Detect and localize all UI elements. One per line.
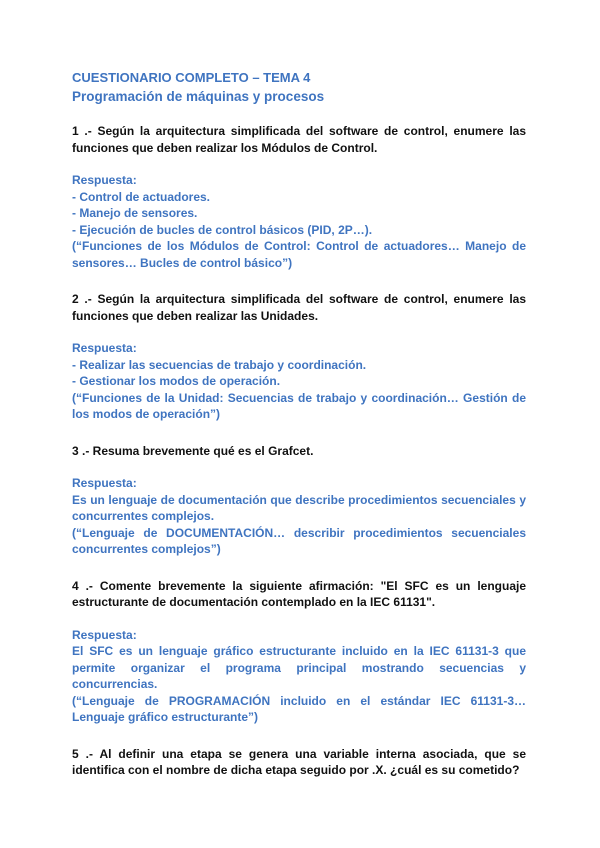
- question-5: 5 .- Al definir una etapa se genera una variable interna asociada, que se identifica con el nombre de dicha etapa seguido por .X. ¿cuál es su cometido?: [72, 746, 526, 777]
- answer-quote: (“Lenguaje de PROGRAMACIÓN incluido en el estándar IEC 61131-3… Lenguaje gráfico estructurante”): [72, 693, 526, 724]
- answer-3: [72, 475, 526, 558]
- answer-line: - Ejecución de bucles de control básicos (PID, 2P…).: [72, 222, 373, 237]
- answer-quote: (“Funciones de la Unidad: Secuencias de trabajo y coordinación… Gestión de los modos de operación”): [72, 390, 526, 421]
- answer-1: [72, 172, 526, 271]
- answer-label: Respuesta:: [72, 627, 137, 642]
- answer-label: Respuesta:: [72, 476, 137, 490]
- question-1: 1 .- Según la arquitectura simplificada del software de control, enumere las funciones que deben realizar los Módulos de Control.: [72, 124, 526, 155]
- answer-line: Es un lenguaje de documentación que describe procedimientos secuenciales y concurrentes complejos.: [72, 492, 526, 523]
- question-3: 3 .- Resuma brevemente qué es el Grafcet.: [72, 443, 314, 458]
- answer-line: - Realizar las secuencias de trabajo y coordinación.: [72, 357, 367, 372]
- answer-line: - Manejo de sensores.: [72, 206, 198, 220]
- answer-line: El SFC es un lenguaje gráfico estructurante incluido en la IEC 61131-3 que permite organizar el programa principal mostrando secuencias y concurrencias.: [72, 644, 526, 691]
- answer-line: - Gestionar los modos de operación.: [72, 374, 281, 388]
- question-2: 2 .- Según la arquitectura simplificada del software de control, enumere las funciones que deben realizar las Unidades.: [72, 292, 526, 323]
- answer-quote: (“Funciones de los Módulos de Control: Control de actuadores… Manejo de sensores… Bucles de control básico”): [72, 239, 526, 270]
- answer-label: Respuesta:: [72, 341, 137, 355]
- document-title: CUESTIONARIO COMPLETO – TEMA 4: [72, 70, 311, 85]
- question-4: 4 .- Comente brevemente la siguiente afirmación: "El SFC es un lenguaje estructurante de documentación contemplado en la IEC 61131".: [72, 578, 526, 609]
- answer-quote: (“Lenguaje de DOCUMENTACIÓN… describir procedimientos secuenciales concurrentes complejos”): [72, 525, 526, 556]
- answer-4: [72, 627, 526, 726]
- document-subtitle: Programación de máquinas y procesos: [72, 89, 325, 104]
- answer-label: Respuesta:: [72, 173, 137, 187]
- answer-2: [72, 340, 526, 423]
- answer-line: - Control de actuadores.: [72, 189, 211, 204]
